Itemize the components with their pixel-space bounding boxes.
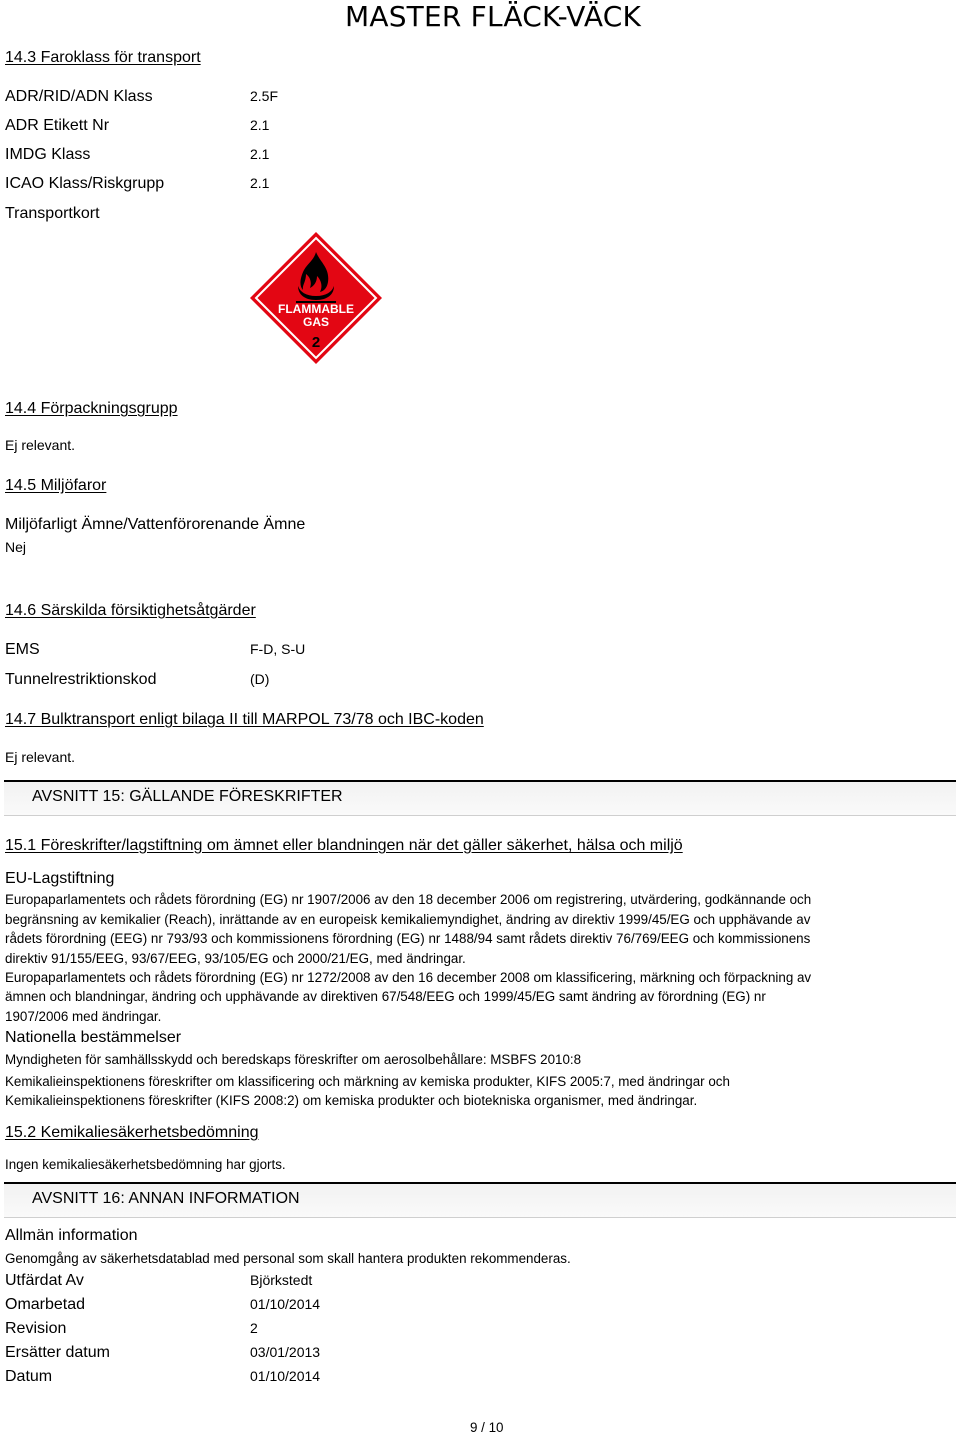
- icao-class-label: ICAO Klass/Riskgrupp: [5, 175, 165, 192]
- section-14-4-text: Ej relevant.: [5, 437, 76, 453]
- national-regulations-heading: Nationella bestämmelser: [5, 1029, 182, 1046]
- page-number: 9 / 10: [470, 1420, 504, 1435]
- eu-para2-line1: Europaparlamentets och rådets förordning (EG) nr 1272/2008 av den 16 december 2008 om klassificering, märkning och förpackning av: [5, 970, 812, 985]
- revised-label: Omarbetad: [5, 1296, 86, 1313]
- section-15-2-heading: 15.2 Kemikaliesäkerhetsbedömning: [5, 1124, 259, 1141]
- document-title: MASTER FLÄCK-VÄCK: [345, 0, 642, 33]
- tunnel-code-label: Tunnelrestriktionskod: [5, 671, 157, 688]
- section-14-7-heading: 14.7 Bulktransport enligt bilaga II till MARPOL 73/78 och IBC-koden: [5, 711, 484, 728]
- icao-class-value: 2.1: [250, 175, 270, 191]
- national-line2: Kemikalieinspektionens föreskrifter om klassificering och märkning av kemiska produkter, KIFS 2005:7, med ändringar och: [5, 1074, 730, 1089]
- date-value: 01/10/2014: [250, 1368, 321, 1384]
- placard-text-line1: FLAMMABLE: [278, 302, 354, 316]
- placard-number: 2: [311, 334, 321, 351]
- section-15-1-heading: 15.1 Föreskrifter/lagstiftning om ämnet eller blandningen när det gäller säkerhet, hälsa och miljö: [5, 837, 683, 854]
- section-15-2-text: Ingen kemikaliesäkerhetsbedömning har gjorts.: [5, 1157, 286, 1172]
- eu-para2-line3: 1907/2006 med ändringar.: [5, 1009, 162, 1024]
- adr-class-label: ADR/RID/ADN Klass: [5, 88, 153, 105]
- section-16-header: [4, 1182, 956, 1218]
- supersedes-date-value: 03/01/2013: [250, 1344, 321, 1360]
- national-line3: Kemikalieinspektionens föreskrifter (KIFS 2008:2) om kemiska produkter och biotekniska organismer, med ändringar.: [5, 1093, 698, 1108]
- ems-label: EMS: [5, 641, 40, 658]
- supersedes-date-label: Ersätter datum: [5, 1344, 110, 1361]
- section-14-3-heading: 14.3 Faroklass för transport: [5, 49, 201, 66]
- eu-para1-line1: Europaparlamentets och rådets förordning (EG) nr 1907/2006 av den 18 december 2006 om registrering, utvärdering, godkännande och: [5, 892, 812, 907]
- tunnel-code-value: (D): [250, 671, 270, 687]
- section-14-4-heading: 14.4 Förpackningsgrupp: [5, 400, 178, 417]
- revision-label: Revision: [5, 1320, 67, 1337]
- eu-para1-line2: begränsning av kemikalier (Reach), inrättande av en europeisk kemikaliemyndighet, ändring av direktiv 1999/45/EG och upphävande av: [5, 912, 811, 927]
- revised-value: 01/10/2014: [250, 1296, 321, 1312]
- eu-para2-line2: ämnen och blandningar, ändring och upphävande av direktiven 67/548/EEG och 1999/45/EG samt ändring av förordning (EG) nr: [5, 989, 766, 1004]
- adr-class-value: 2.5F: [250, 88, 279, 104]
- national-line1: Myndigheten för samhällsskydd och beredskaps föreskrifter om aerosolbehållare: MSBFS 2010:8: [5, 1052, 582, 1067]
- eu-para1-line4: direktiv 91/155/EEG, 93/67/EEG, 93/105/EG och 2000/21/EG, med ändringar.: [5, 951, 466, 966]
- eu-legislation-heading: EU-Lagstiftning: [5, 870, 115, 887]
- transport-card-label: Transportkort: [5, 205, 100, 222]
- placard-text-line2: GAS: [302, 315, 330, 329]
- env-hazard-label: Miljöfarligt Ämne/Vattenförorenande Ämne: [5, 516, 306, 533]
- general-info-heading: Allmän information: [5, 1227, 138, 1244]
- section-14-5-heading: 14.5 Miljöfaror: [5, 477, 107, 494]
- section-15-title: AVSNITT 15: GÄLLANDE FÖRESKRIFTER: [32, 788, 343, 805]
- general-info-text: Genomgång av säkerhetsdatablad med personal som skall hantera produkten rekommenderas.: [5, 1251, 571, 1266]
- ems-value: F-D, S-U: [250, 641, 306, 657]
- eu-para1-line3: rådets förordning (EEG) nr 793/93 och kommissionens förordning (EG) nr 1488/94 samt rådets direktiv 76/769/EEG och kommissionens: [5, 931, 811, 946]
- env-hazard-value: Nej: [5, 539, 27, 555]
- imdg-class-value: 2.1: [250, 146, 270, 162]
- section-14-7-text: Ej relevant.: [5, 749, 76, 765]
- section-14-6-heading: 14.6 Särskilda försiktighetsåtgärder: [5, 602, 256, 619]
- adr-label-nr-value: 2.1: [250, 117, 270, 133]
- section-16-title: AVSNITT 16: ANNAN INFORMATION: [32, 1190, 300, 1207]
- issued-by-value: Björkstedt: [250, 1272, 313, 1288]
- flammable-gas-placard-icon: [248, 230, 384, 366]
- section-15-header: [4, 780, 956, 816]
- revision-value: 2: [250, 1320, 258, 1336]
- issued-by-label: Utfärdat Av: [5, 1272, 84, 1289]
- imdg-class-label: IMDG Klass: [5, 146, 91, 163]
- date-label: Datum: [5, 1368, 53, 1385]
- adr-label-nr-label: ADR Etikett Nr: [5, 117, 110, 134]
